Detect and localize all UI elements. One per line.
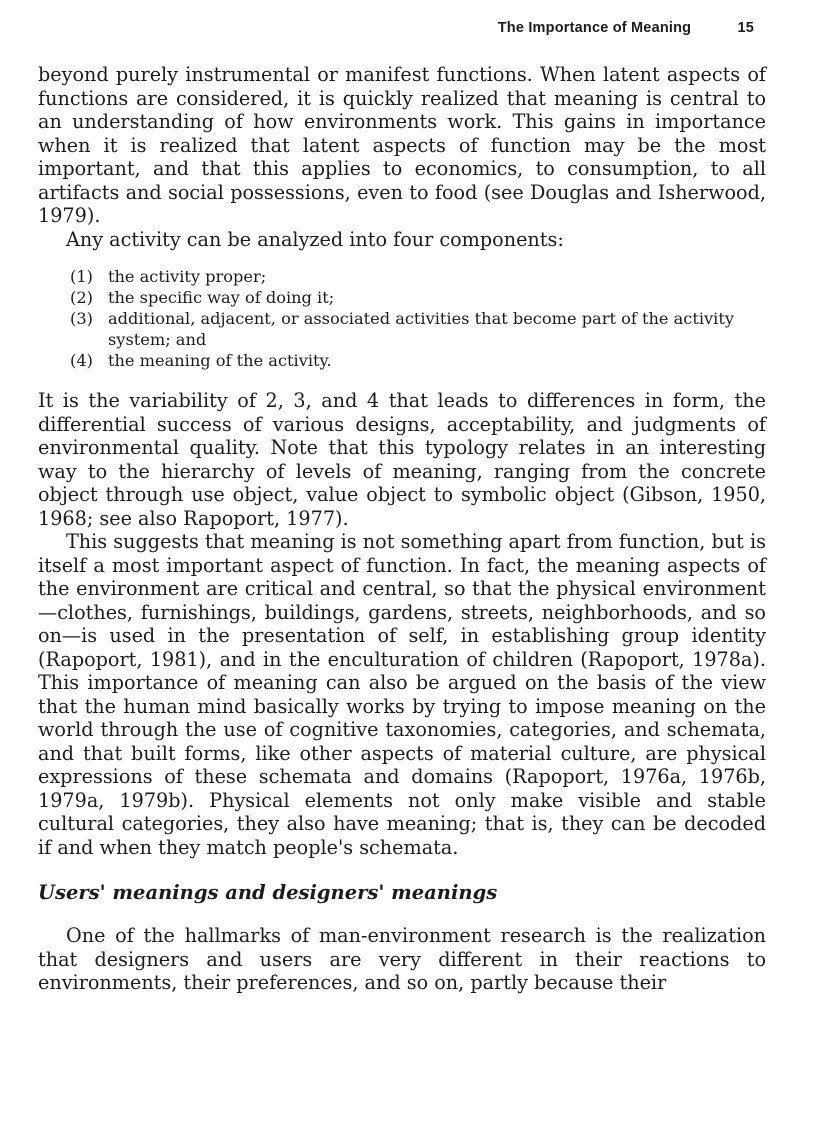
page-number: 15 <box>737 20 754 36</box>
list-item <box>70 287 766 308</box>
running-title: The Importance of Meaning <box>497 20 692 36</box>
list-item <box>70 308 766 350</box>
list-item-number: (2) <box>70 288 93 307</box>
list-item <box>70 350 766 371</box>
paragraph-designers-users: One of the hallmarks of man-environment research is the realization that designers and users are very different in their reactions to environments, their preferences, and so on, partly because their <box>38 924 766 994</box>
list-item-text: the meaning of the activity. <box>108 351 332 370</box>
running-head <box>498 20 754 36</box>
paragraph-latent-functions: beyond purely instrumental or manifest functions. When latent aspects of functions are considered, it is quickly realized that meaning is central to an understanding of how environments work. This gains in importance when it is realized that latent aspects of function may be the most important, and that this applies to economics, to consumption, to all artifacts and social possessions, even to food (see Douglas and Isherwood, 1979). <box>38 63 766 227</box>
list-item-number: (1) <box>70 267 93 286</box>
paragraph-activity-intro: Any activity can be analyzed into four components: <box>66 227 564 251</box>
activity-components-list <box>38 266 766 371</box>
list-item <box>70 266 766 287</box>
paragraph-variability: It is the variability of 2, 3, and 4 that leads to differences in form, the differential success of various designs, acceptability, and judgments of environmental quality. Note that this typology relates in an interesting way to the hierarchy of levels of meaning, ranging from the concrete object through use object, value object to symbolic object (Gibson, 1950, 1968; see also Rapoport, 1977). <box>38 389 766 530</box>
list-item-number: (3) <box>70 309 93 328</box>
list-item-number: (4) <box>70 351 93 370</box>
list-item-text: the specific way of doing it; <box>108 288 335 307</box>
list-item-text: the activity proper; <box>108 267 267 286</box>
list-item-text: additional, adjacent, or associated activities that become part of the activity system; and <box>108 309 735 349</box>
section-heading: Users' meanings and designers' meanings <box>38 881 498 904</box>
page-body <box>38 63 766 995</box>
paragraph-meaning-function: This suggests that meaning is not something apart from function, but is itself a most important aspect of function. In fact, the meaning aspects of the environment are critical and central, so that the physical environment—clothes, furnishings, buildings, gardens, streets, neighborhoods, and so on—is used in the presentation of self, in establishing group identity (Rapoport, 1981), and in the enculturation of children (Rapoport, 1978a). This importance of meaning can also be argued on the basis of the view that the human mind basically works by trying to impose meaning on the world through the use of cognitive taxonomies, categories, and schemata, and that built forms, like other aspects of material culture, are physical expressions of these schemata and domains (Rapoport, 1976a, 1976b, 1979a, 1979b). Physical elements not only make visible and stable cultural categories, they also have meaning; that is, they can be decoded if and when they match people's schemata. <box>38 530 766 859</box>
